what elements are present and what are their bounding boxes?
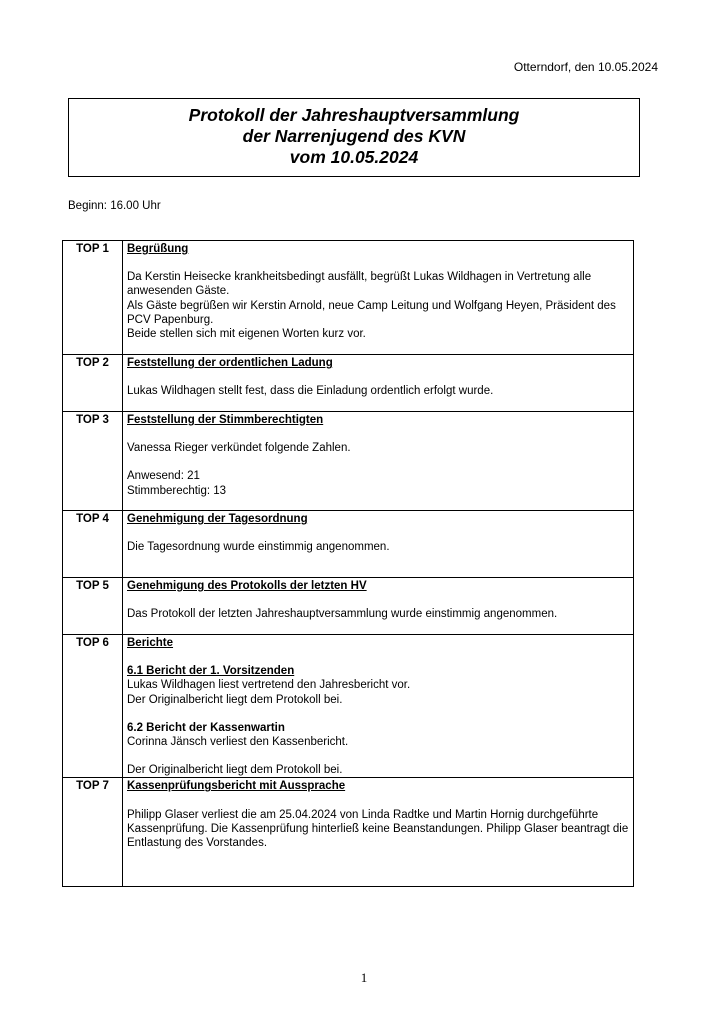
top-heading: Berichte <box>127 637 174 649</box>
top-label: TOP 2 <box>63 355 123 412</box>
title-line-1: Protokoll der Jahreshauptversammlung <box>188 105 520 125</box>
top-heading: Genehmigung der Tagesordnung <box>127 513 308 525</box>
top-heading: Feststellung der ordentlichen Ladung <box>127 357 333 369</box>
top-label: TOP 6 <box>63 635 123 778</box>
top-label: TOP 4 <box>63 511 123 578</box>
top-paragraph: Anwesend: 21 <box>127 470 200 483</box>
agenda-row-top-5 <box>63 578 634 635</box>
top-content <box>123 355 634 412</box>
top-content <box>123 578 634 635</box>
page-number: 1 <box>360 970 368 985</box>
subsection-line: Lukas Wildhagen liest vertretend den Jahresbericht vor. <box>127 679 411 692</box>
top-label: TOP 7 <box>63 778 123 887</box>
subsection-heading: 6.2 Bericht der Kassenwartin <box>127 721 285 734</box>
top-heading: Genehmigung des Protokolls der letzten HV <box>127 580 367 592</box>
top-content <box>123 635 634 778</box>
title-line-2: der Narrenjugend des KVN <box>242 126 466 146</box>
subsection-heading: 6.1 Bericht der 1. Vorsitzenden <box>127 665 295 678</box>
agenda-table <box>62 240 634 887</box>
top-paragraph: Die Tagesordnung wurde einstimmig angenommen. <box>127 541 390 554</box>
top-paragraph: Lukas Wildhagen stellt fest, dass die Einladung ordentlich erfolgt wurde. <box>127 385 494 398</box>
top-content <box>123 241 634 355</box>
agenda-row-top-3 <box>63 412 634 511</box>
top-paragraph: Da Kerstin Heisecke krankheitsbedingt ausfällt, begrüßt Lukas Wildhagen in Vertretung alle anwesenden Gäste. <box>127 271 592 298</box>
agenda-row-top-6 <box>63 635 634 778</box>
subsection-line: Der Originalbericht liegt dem Protokoll bei. <box>127 764 343 777</box>
top-heading: Feststellung der Stimmberechtigten <box>127 414 324 426</box>
title-box <box>68 98 640 177</box>
subsection-line: Der Originalbericht liegt dem Protokoll bei. <box>127 693 343 706</box>
start-time: Beginn: 16.00 Uhr <box>68 200 161 212</box>
top-content <box>123 778 634 887</box>
agenda-row-top-1 <box>63 241 634 355</box>
agenda-row-top-2 <box>63 355 634 412</box>
top-label: TOP 3 <box>63 412 123 511</box>
agenda-row-top-7 <box>63 778 634 887</box>
top-paragraph: Beide stellen sich mit eigenen Worten kurz vor. <box>127 328 366 341</box>
document-date: Otterndorf, den 10.05.2024 <box>513 60 658 74</box>
top-paragraph: Vanessa Rieger verkündet folgende Zahlen. <box>127 442 351 455</box>
top-paragraph: Das Protokoll der letzten Jahreshauptversammlung wurde einstimmig angenommen. <box>127 608 558 621</box>
subsection-line: Corinna Jänsch verliest den Kassenbericht. <box>127 736 349 749</box>
top-heading: Kassenprüfungsbericht mit Aussprache <box>127 780 346 793</box>
top-heading: Begrüßung <box>127 243 189 255</box>
top-paragraph: Philipp Glaser verliest die am 25.04.2024 von Linda Radtke und Martin Hornig durchgeführte Kassenprüfung. Die Kassenprüfung hinterließ keine Beanstandungen. Philipp Glaser beantragt die Entlastung des Vorstandes. <box>127 808 629 850</box>
top-label: TOP 1 <box>63 241 123 355</box>
agenda-row-top-4 <box>63 511 634 578</box>
title-line-3: vom 10.05.2024 <box>289 147 419 167</box>
top-content <box>123 511 634 578</box>
top-label: TOP 5 <box>63 578 123 635</box>
top-paragraph: Als Gäste begrüßen wir Kerstin Arnold, neue Camp Leitung und Wolfgang Heyen, Präsident des PCV Papenburg. <box>127 299 616 326</box>
top-paragraph: Stimmberechtig: 13 <box>127 484 227 497</box>
top-content <box>123 412 634 511</box>
